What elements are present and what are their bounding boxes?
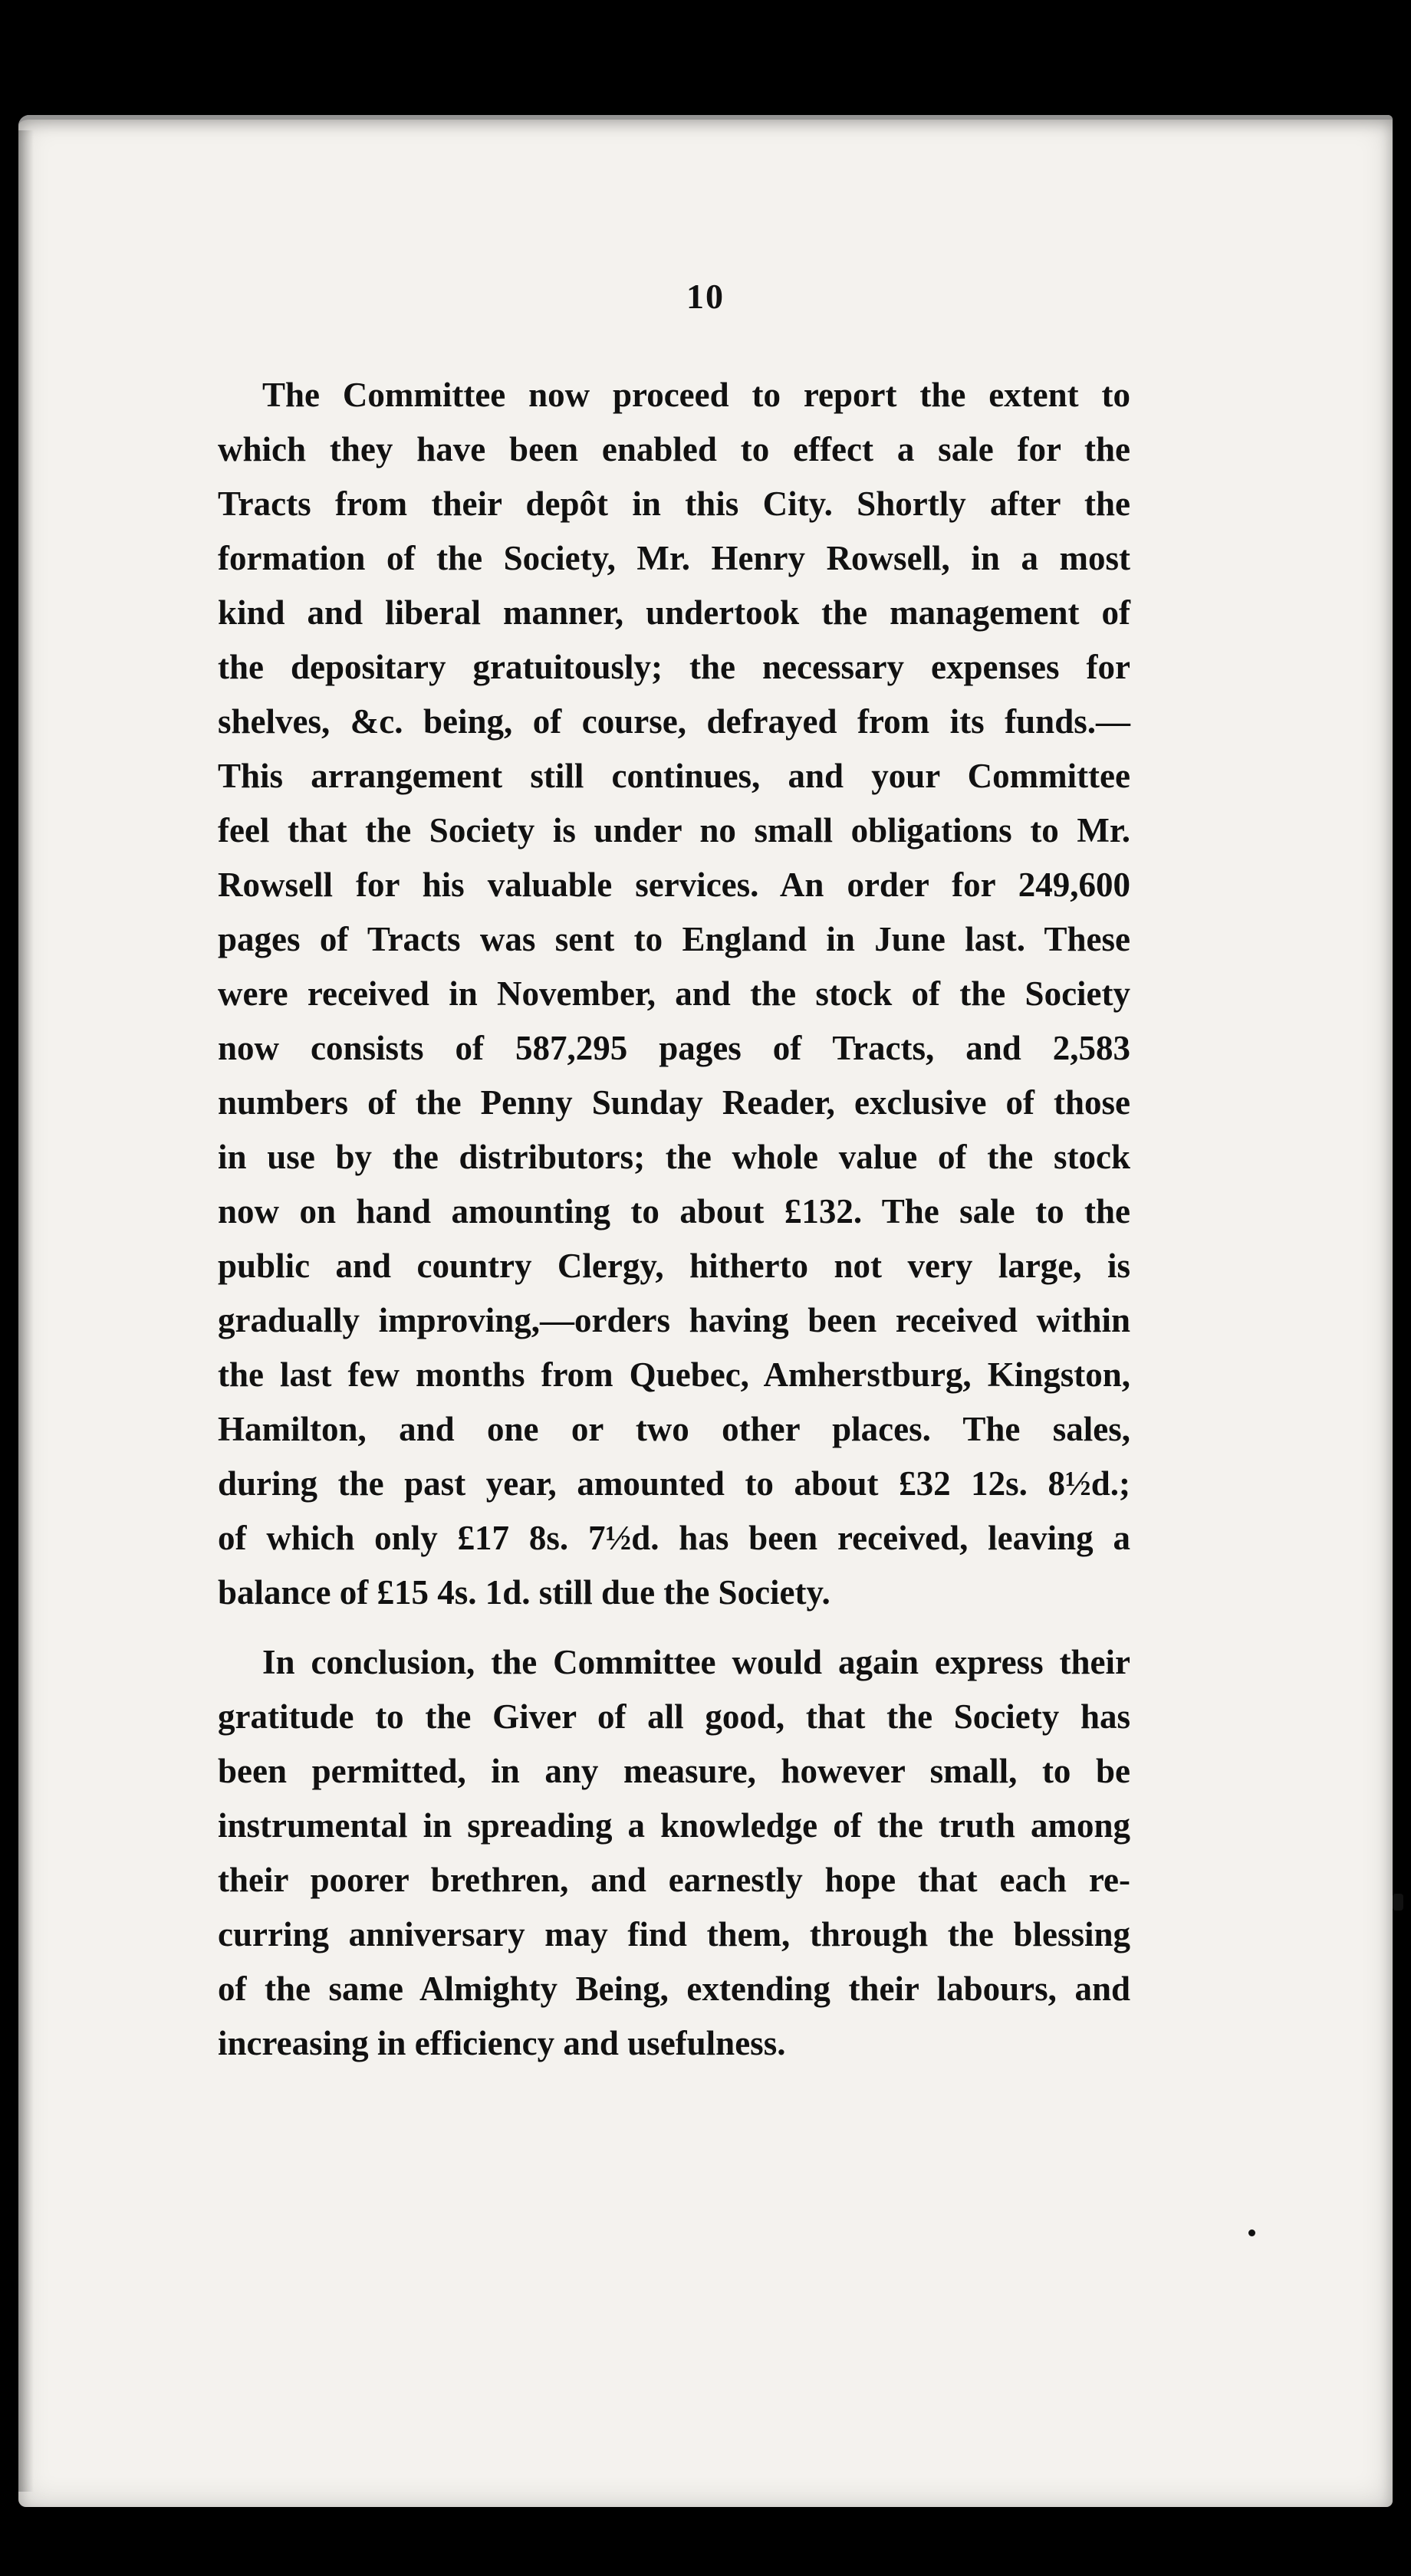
page-top-edge	[18, 115, 1393, 136]
page-edge-mark	[1393, 1894, 1403, 1911]
print-speck	[1248, 2229, 1255, 2236]
text-line: their poorer brethren, and earnestly hope that each re-	[218, 1861, 1130, 1899]
text-line: of which only £17 8s. 7½d. has been received, leaving a	[218, 1519, 1130, 1557]
page-number: 10	[686, 277, 725, 316]
text-line: Rowsell for his valuable services. An order for 249,600	[218, 866, 1130, 904]
text-line: numbers of the Penny Sunday Reader, exclusive of those	[218, 1083, 1130, 1122]
text-line: instrumental in spreading a knowledge of the truth among	[218, 1806, 1130, 1845]
paragraph-conclusion	[218, 1635, 1130, 2071]
text-line: shelves, &c. being, of course, defrayed from its funds.—	[218, 702, 1130, 741]
text-line: been permitted, in any measure, however small, to be	[218, 1752, 1130, 1790]
text-line: in use by the distributors; the whole value of the stock	[218, 1138, 1130, 1176]
text-line: of the same Almighty Being, extending their labours, and	[218, 1970, 1130, 2008]
body-text	[218, 368, 1130, 2071]
text-line: the last few months from Quebec, Amherstburg, Kingston,	[218, 1355, 1130, 1394]
text-line: In conclusion, the Committee would again express their	[262, 1643, 1130, 1681]
text-line: now on hand amounting to about £132. The sale to the	[218, 1192, 1130, 1230]
text-line: formation of the Society, Mr. Henry Rowsell, in a most	[218, 539, 1130, 577]
text-line: The Committee now proceed to report the extent to	[262, 376, 1130, 414]
text-line: pages of Tracts was sent to England in June last. These	[218, 920, 1130, 958]
text-line: public and country Clergy, hitherto not very large, is	[218, 1247, 1130, 1285]
text-line: curring anniversary may find them, through the blessing	[218, 1915, 1130, 1953]
text-line: Hamilton, and one or two other places. The sales,	[218, 1410, 1130, 1448]
text-line: Tracts from their depôt in this City. Shortly after the	[218, 485, 1130, 523]
text-line: gradually improving,—orders having been received within	[218, 1301, 1130, 1339]
text-line: which they have been enabled to effect a sale for the	[218, 430, 1130, 468]
page-binding-shadow	[18, 130, 34, 2492]
text-line: gratitude to the Giver of all good, that the Society has	[218, 1697, 1130, 1736]
text-line: This arrangement still continues, and your Committee	[218, 757, 1130, 795]
text-line: balance of £15 4s. 1d. still due the Society.	[218, 1573, 830, 1612]
text-line: now consists of 587,295 pages of Tracts, and 2,583	[218, 1029, 1130, 1067]
text-line: were received in November, and the stock of the Society	[218, 974, 1130, 1013]
text-line: during the past year, amounted to about £32 12s. 8½d.;	[218, 1464, 1130, 1503]
text-line: increasing in efficiency and usefulness.	[218, 2024, 786, 2062]
text-line: feel that the Society is under no small obligations to Mr.	[218, 811, 1130, 849]
text-line: the depositary gratuitously; the necessary expenses for	[218, 648, 1130, 686]
text-line: kind and liberal manner, undertook the management of	[218, 593, 1130, 632]
paragraph-sales-report	[218, 368, 1130, 1620]
